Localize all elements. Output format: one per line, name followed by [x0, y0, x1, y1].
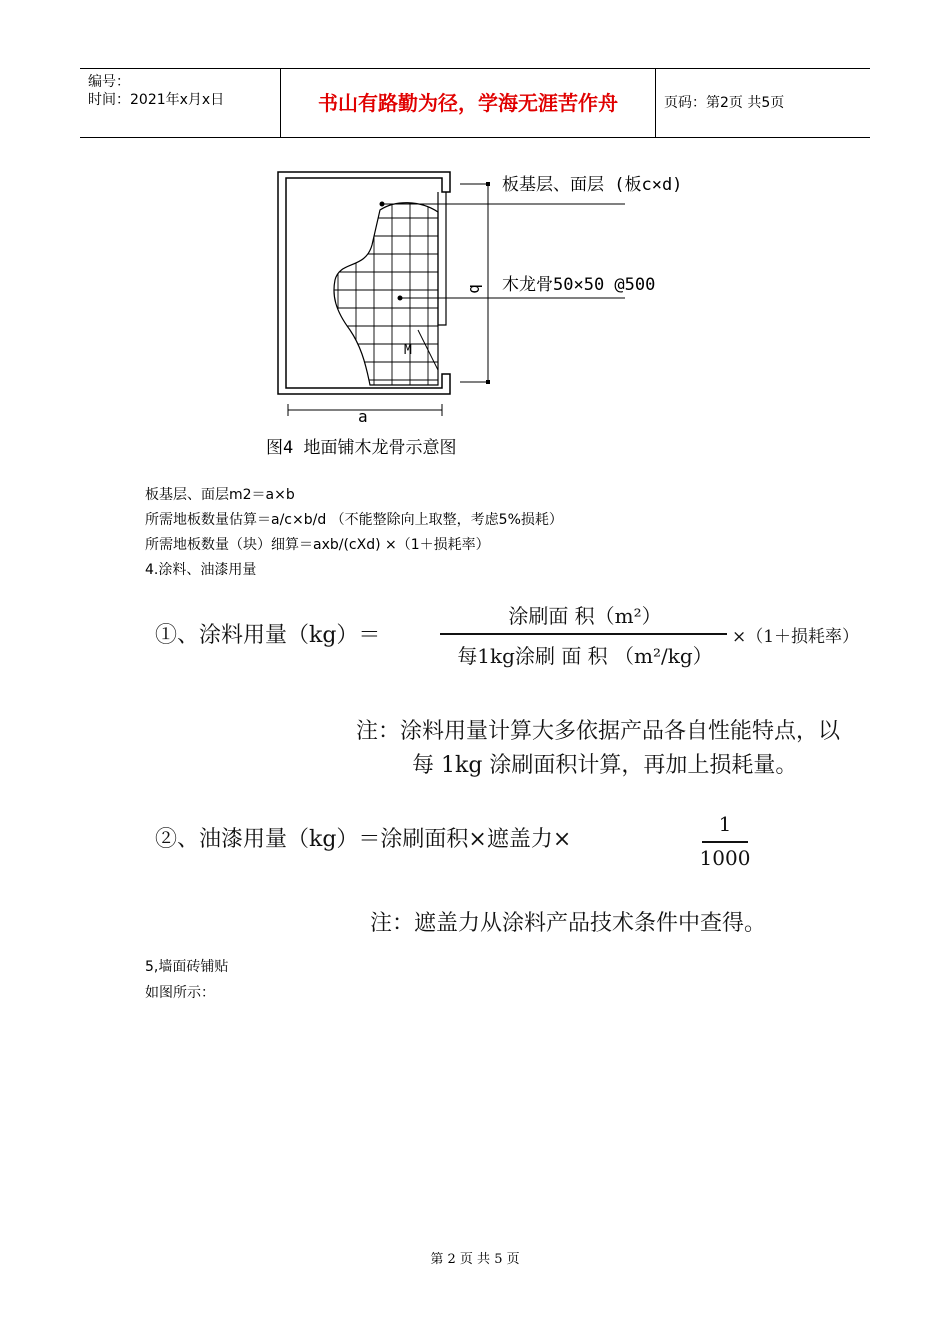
formula-2-prefix: ②、油漆用量（kg）＝涂刷面积×遮盖力×: [155, 827, 572, 852]
text-line-1: 板基层、面层m2＝a×b: [145, 487, 295, 503]
header-page-code: 页码：第2页 共5页: [664, 95, 785, 111]
label-b: b: [466, 284, 485, 294]
formula-1-denominator: 每1kg涂刷 面 积 （m²/kg）: [457, 644, 713, 668]
formula-1-prefix: ①、涂料用量（kg）＝: [155, 623, 381, 648]
text-line-5: 5,墙面砖铺贴: [145, 959, 229, 975]
formula-1-note-line-2: 每 1kg 涂刷面积计算，再加上损耗量。: [412, 753, 798, 778]
header-motto: 书山有路勤为径，学海无涯苦作舟: [280, 69, 656, 137]
label-m: M: [404, 343, 412, 358]
formula-2-note: 注：遮盖力从涂料产品技术条件中查得。: [370, 911, 767, 936]
formula-1-numerator: 涂刷面 积（m²）: [508, 604, 662, 628]
formula-2-fraction-bar: [702, 841, 748, 843]
number-label: 编号：: [88, 74, 130, 90]
page-footer: 第 2 页 共 5 页: [430, 1252, 520, 1267]
formula-1-fraction-bar: [440, 633, 727, 635]
text-line-4: 4.涂料、油漆用量: [145, 562, 257, 578]
label-a: a: [358, 407, 368, 426]
label-board-layer: 板基层、面层 (板c×d): [502, 175, 683, 195]
page-header: [80, 68, 870, 138]
figure-caption: 图4 地面铺木龙骨示意图: [266, 438, 457, 458]
text-line-3: 所需地板数量（块）细算＝axb/(cXd) ×（1＋损耗率）: [145, 537, 490, 553]
label-wood-keel: 木龙骨50×50 @500: [502, 275, 656, 295]
formula-1-note-line-1: 注：涂料用量计算大多依据产品各自性能特点，以: [356, 719, 841, 744]
time-label: 时间：2021年x月x日: [88, 92, 225, 108]
text-line-6: 如图所示：: [145, 985, 215, 1001]
header-meta: [80, 69, 280, 137]
formula-1-suffix: ×（1＋损耗率）: [732, 627, 860, 647]
floor-keel-diagram: [260, 160, 740, 465]
text-line-2: 所需地板数量估算＝a/c×b/d （不能整除向上取整，考虑5%损耗）: [145, 512, 563, 528]
formula-2-denominator: 1000: [699, 846, 751, 870]
formula-2-numerator: 1: [718, 812, 732, 836]
